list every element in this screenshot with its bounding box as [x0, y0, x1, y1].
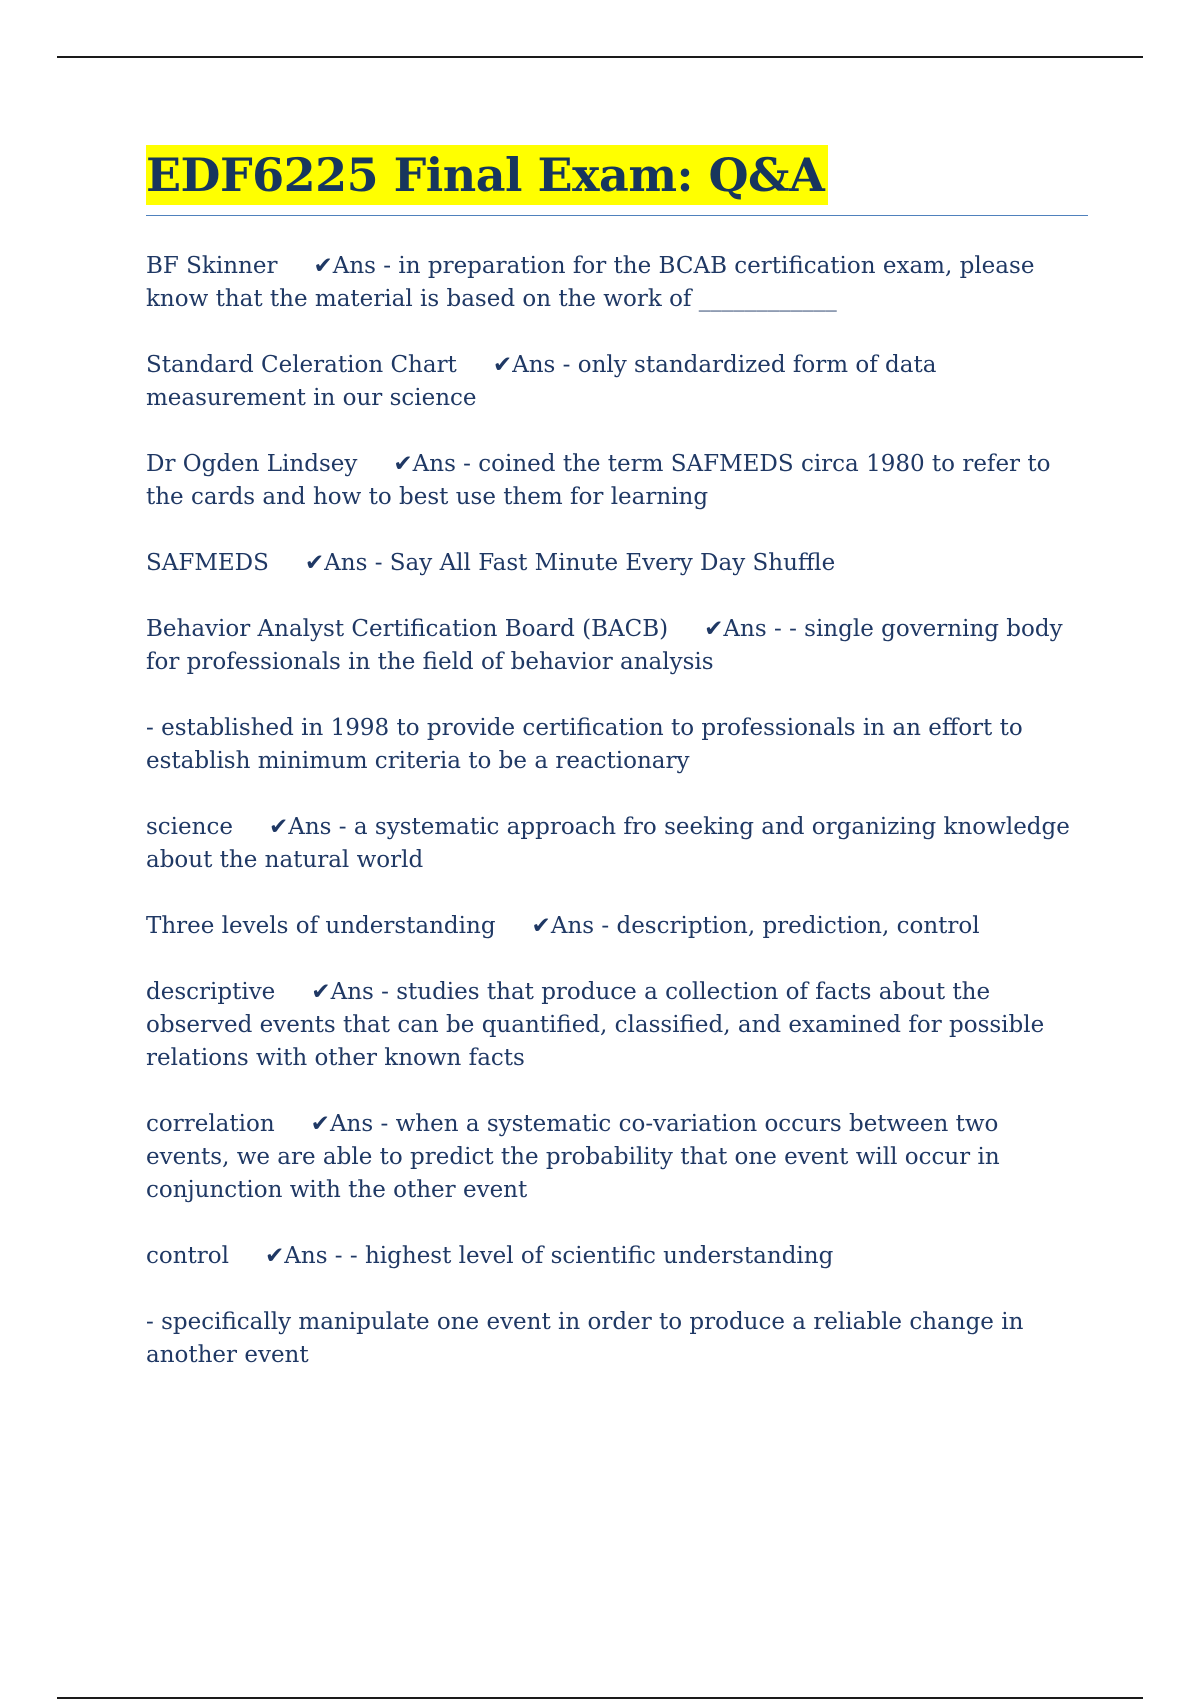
document-title: EDF6225 Final Exam: Q&A [146, 145, 828, 205]
qa-entry [146, 613, 1088, 679]
qa-entry [146, 250, 1088, 316]
qa-separator: - [331, 814, 354, 840]
document-body [146, 145, 1088, 1405]
qa-answer: coined the term SAFMEDS circa 1980 to refer to the cards and how to best use them for learning [146, 451, 1051, 510]
qa-separator: - [766, 616, 790, 642]
qa-term: correlation [146, 1111, 275, 1137]
qa-entry [146, 547, 1088, 580]
qa-term: descriptive [146, 979, 276, 1005]
qa-separator: - [367, 550, 390, 576]
checkmark-icon: ✔ [531, 913, 551, 939]
qa-answer: a systematic approach fro seeking and organizing knowledge about the natural world [146, 814, 1070, 873]
qa-separator: - [373, 1111, 396, 1137]
qa-entry [146, 1240, 1088, 1273]
ans-label: Ans [288, 814, 332, 840]
ans-label: Ans [550, 913, 595, 939]
page-bottom-rule [57, 1697, 1143, 1699]
qa-term: SAFMEDS [146, 550, 269, 576]
qa-list [146, 250, 1088, 1372]
qa-separator: - [373, 979, 397, 1005]
ans-label: Ans [324, 550, 368, 576]
ans-label: Ans [284, 1243, 328, 1269]
ans-label: Ans [723, 616, 767, 642]
checkmark-icon: ✔ [311, 979, 331, 1005]
ans-label: Ans [332, 253, 376, 279]
ans-label: Ans [330, 979, 374, 1005]
qa-entry [146, 448, 1088, 514]
qa-term: Behavior Analyst Certification Board (BACB) [146, 616, 669, 642]
qa-answer: when a systematic co-variation occurs between two events, we are able to predict the probability that one event will occur in conjunction with the other event [146, 1111, 1000, 1203]
qa-answer: - established in 1998 to provide certification to professionals in an effort to establish minimum criteria to be a reactionary [146, 715, 1023, 774]
checkmark-icon: ✔ [393, 451, 413, 477]
qa-answer: - specifically manipulate one event in order to produce a reliable change in another event [146, 1309, 1024, 1368]
checkmark-icon: ✔ [704, 616, 724, 642]
qa-separator: - [455, 451, 479, 477]
qa-separator: - [327, 1243, 350, 1269]
qa-separator: - [375, 253, 399, 279]
checkmark-icon: ✔ [310, 1111, 330, 1137]
checkmark-icon: ✔ [492, 352, 513, 378]
checkmark-icon: ✔ [313, 253, 333, 279]
qa-answer: studies that produce a collection of facts about the observed events that can be quantified, classified, and examined for possible relations with other known facts [146, 979, 1045, 1071]
ans-label: Ans [512, 352, 556, 378]
qa-term: control [146, 1243, 229, 1269]
qa-answer: Say All Fast Minute Every Day Shuffle [389, 550, 836, 576]
checkmark-icon: ✔ [264, 1243, 285, 1269]
qa-term: Dr Ogden Lindsey [146, 451, 358, 477]
qa-entry [146, 910, 1088, 943]
qa-answer: in preparation for the BCAB certification exam, please know that the material is based on the work of ____________ [146, 253, 1035, 312]
page-top-rule [57, 56, 1143, 58]
qa-answer: description, prediction, control [616, 913, 980, 939]
qa-answer: - single governing body for professionals in the field of behavior analysis [146, 616, 1063, 675]
qa-separator: - [594, 913, 617, 939]
qa-entry [146, 1108, 1088, 1207]
checkmark-icon: ✔ [268, 814, 289, 840]
qa-term: Standard Celeration Chart [146, 352, 457, 378]
qa-continuation [146, 1306, 1088, 1372]
checkmark-icon: ✔ [304, 550, 325, 576]
qa-continuation [146, 712, 1088, 778]
qa-answer: - highest level of scientific understanding [349, 1243, 834, 1269]
qa-term: science [146, 814, 233, 840]
ans-label: Ans [329, 1111, 374, 1137]
qa-term: Three levels of understanding [146, 913, 496, 939]
qa-entry [146, 349, 1088, 415]
title-underline [146, 215, 1088, 216]
qa-term: BF Skinner [146, 253, 278, 279]
ans-label: Ans [412, 451, 456, 477]
qa-entry [146, 976, 1088, 1075]
qa-entry [146, 811, 1088, 877]
qa-separator: - [555, 352, 578, 378]
qa-answer: only standardized form of data measurement in our science [146, 352, 937, 411]
